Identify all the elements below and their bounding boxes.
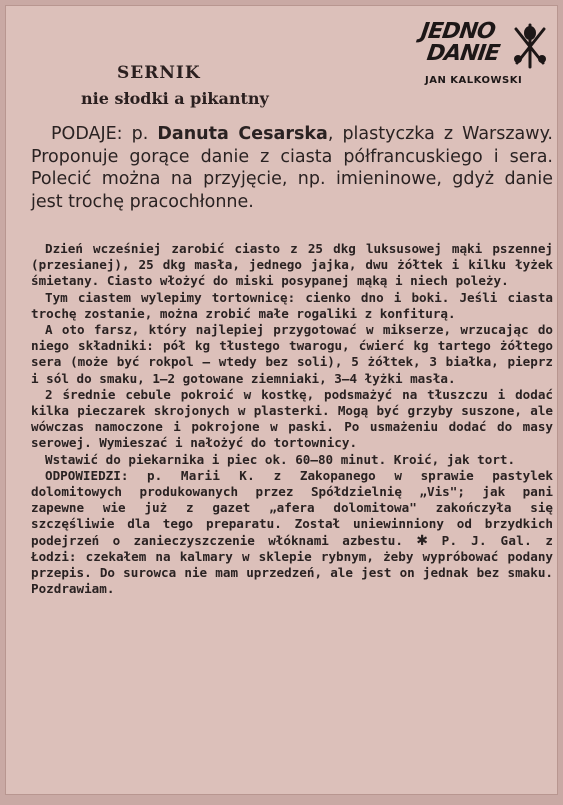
column-logo — [419, 19, 551, 95]
lead-text: , plastyczka z Warszawy. Proponuje gorące danie z ciasta półfrancuskiego i sera. Polecić można na przyjęcie, np. imieninowe, gdyż danie jest trochę pracochłonne. — [31, 124, 553, 212]
logo-word-danie: DANIE — [425, 41, 501, 66]
recipe-paragraph: Tym ciastem wylepimy tortownicę: cienko dno i boki. Jeśli ciasta trochę zostanie, można zrobić małe rogaliki z konfiturą. — [31, 289, 553, 321]
article-header — [5, 5, 558, 123]
answers-text-2: z Zakopanego w sprawie pastylek dolomitowych produkowanych przez Spółdzielnię „Vis"; jak pani zapewne wie już z gazet „afera dolomitowa" zakończyła się szczęśliwie dla tego preparatu. Został uniewinniony od brzydkich podejrzeń o zanieczyszczenie włóknami azbestu. — [31, 467, 553, 548]
reader-name-2: P. J. Gal. — [428, 532, 533, 548]
author-name: Danuta Cesarska — [157, 124, 328, 144]
reader-name-1: Marii K. — [180, 467, 255, 483]
star-separator-icon: ✱ — [416, 532, 428, 549]
article-title: SERNIK — [117, 63, 201, 83]
kitchen-utensils-icon — [511, 23, 549, 69]
article-subtitle: nie słodki a pikantny — [81, 89, 269, 108]
recipe-body — [31, 241, 553, 597]
recipe-paragraph: 2 średnie cebule pokroić w kostkę, podsmażyć na tłuszczu i dodać kilka pieczarek skrojonych w plasterki. Mogą być grzyby suszone, ale wówczas namoczone i pokrojone w paski. Po usmażeniu dodać do masy serowej. Wymieszać i nałożyć do tortownicy. — [31, 386, 553, 451]
recipe-paragraph: Dzień wcześniej zarobić ciasto z 25 dkg luksusowej mąki pszennej (przesianej), 25 dkg masła, jednego jajka, dwu żółtek i kilku łyżek śmietany. Ciasto włożyć do miski posypanej mąką i niech poleży. — [31, 241, 553, 289]
logo-word-jedno: JEDNO — [419, 19, 497, 44]
logo-author: JAN KALKOWSKI — [425, 75, 523, 86]
recipe-paragraph: A oto farsz, który najlepiej przygotować w mikserze, wrzucając do niego składniki: pół kg tłustego twarogu, ćwierć kg tartego żółtego sera (może być rokpol — wtedy bez soli), 5 żółtek, 3 białka, pieprz i sól do smaku, 1—2 gotowane ziemniaki, 3—4 łyżki masła. — [31, 322, 553, 386]
newspaper-clipping — [5, 5, 558, 795]
lead-prefix: PODAJE: p. — [51, 124, 158, 144]
answers-label: ODPOWIEDZI: — [45, 467, 129, 483]
answers-text-1: p. — [128, 467, 181, 483]
article-lead — [31, 123, 553, 213]
answers-text-3: z Łodzi: czekałem na kalmary w sklepie rybnym, żeby wypróbować podany przepis. Do surowca nie mam uprzedzeń, ale jest on jednak bez smaku. Pozdrawiam. — [31, 532, 553, 597]
recipe-paragraph: Wstawić do piekarnika i piec ok. 60—80 minut. Kroić, jak tort. — [45, 451, 516, 467]
reader-answers — [31, 468, 553, 598]
